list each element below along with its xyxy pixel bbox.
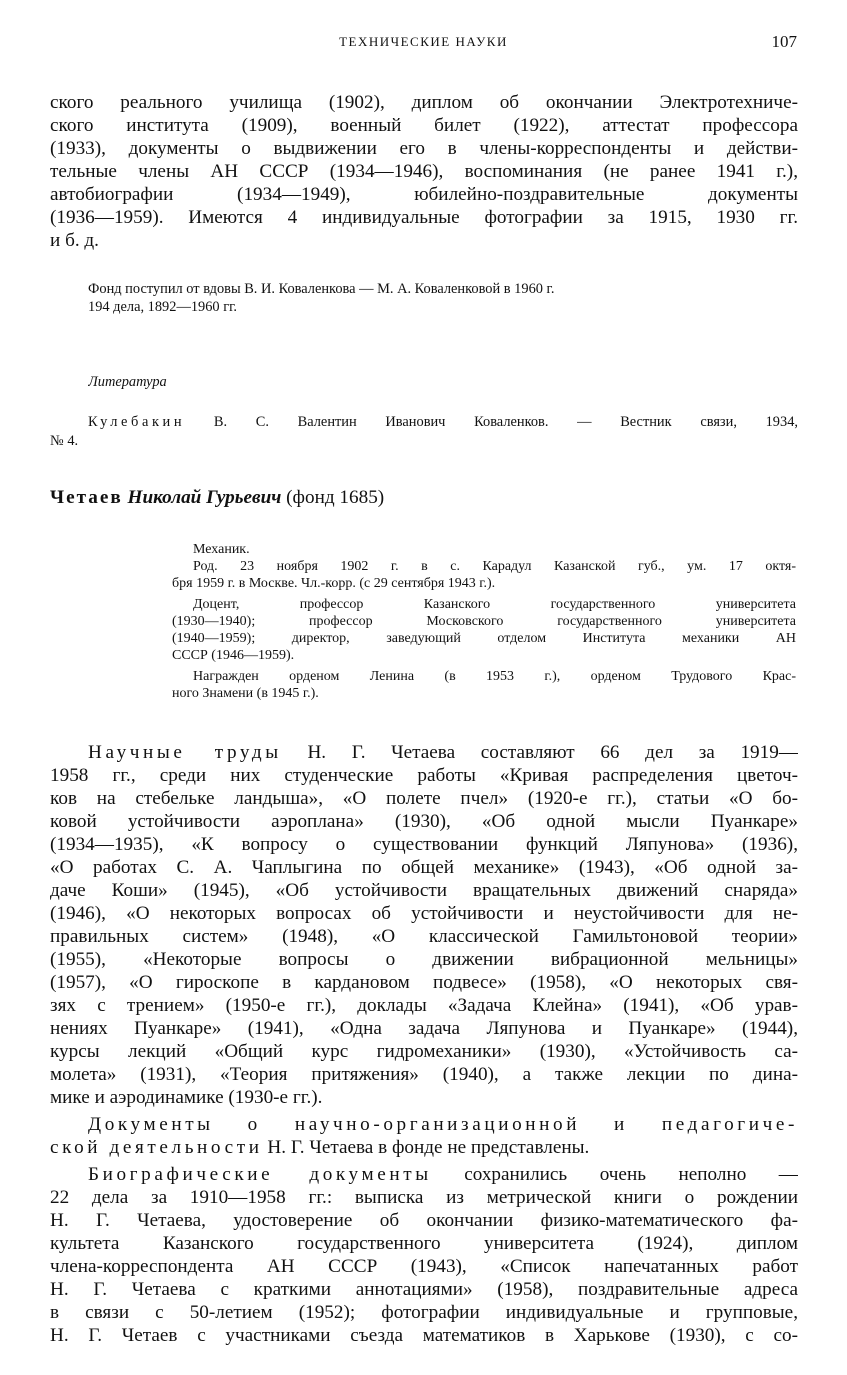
works-line — [88, 742, 798, 764]
works-first-line-rest: Н. Г. Четаева составляют 66 дел за 1919— — [307, 742, 798, 763]
bio-line: ного Знамени (в 1945 г.). — [172, 686, 319, 701]
org-rest: Н. Г. Четаева в фонде не представлены. — [267, 1137, 590, 1158]
literature-entry-line2: № 4. — [50, 433, 79, 449]
intro-line: (1936—1959). Имеются 4 индивидуальные фотографии за 1915, 1930 гг. — [50, 207, 798, 228]
works-line: даче Коши» (1945), «Об устойчивости вращательных движений снаряда» — [50, 880, 798, 901]
works-line: курсы лекций «Общий курс гидромеханики» (1930), «Устойчивость са- — [50, 1041, 798, 1062]
works-line: (1934—1935), «К вопросу о существовании функций Ляпунова» (1936), — [50, 834, 798, 855]
header-title: ТЕХНИЧЕСКИЕ НАУКИ — [339, 34, 508, 49]
person-fund: (фонд 1685) — [286, 487, 385, 508]
biodocs-line: члена-корреспондента АН СССР (1943), «Список напечатанных работ — [50, 1256, 798, 1277]
biodocs-line: культета Казанского государственного университета (1924), диплом — [50, 1233, 798, 1254]
literature-author: Кулебакин — [88, 414, 186, 430]
works-line: ков на стебельке ландыша», «О полете пчел» (1920-е гг.), статьи «О бо- — [50, 788, 798, 809]
biodocs-lead: Биографические документы — [88, 1164, 432, 1185]
works-line: (1946), «О некоторых вопросах об устойчивости и неустойчивости для не- — [50, 903, 798, 924]
intro-line: ского института (1909), военный билет (1922), аттестат профессора — [50, 115, 798, 136]
org-line — [50, 1137, 798, 1159]
running-header — [50, 34, 797, 56]
biodocs-line: 22 дела за 1910—1958 гг.: выписка из метрической книги о рождении — [50, 1187, 798, 1208]
person-surname: Четаев — [50, 487, 123, 508]
works-line: «О работах С. А. Чаплыгина по общей механике» (1943), «Об одной за- — [50, 857, 798, 878]
works-line: мике и аэродинамике (1930-е гг.). — [50, 1087, 323, 1108]
bio-line: Род. 23 ноября 1902 г. в с. Карадул Казанской губ., ум. 17 октя- — [193, 559, 796, 574]
bio-line: Доцент, профессор Казанского государственного университета — [193, 597, 796, 612]
fund-note-line: 194 дела, 1892—1960 гг. — [88, 299, 237, 315]
literature-heading: Литература — [88, 374, 167, 390]
bio-line: (1940—1959); директор, заведующий отделом Института механики АН — [172, 631, 796, 646]
intro-line: (1933), документы о выдвижении его в члены-корреспонденты и действи- — [50, 138, 798, 159]
person-heading — [50, 487, 798, 509]
works-lead: Научные труды — [88, 742, 282, 763]
biodocs-line: Н. Г. Четаева с краткими аннотациями» (1958), поздравительные адреса — [50, 1279, 798, 1300]
biodocs-line: в связи с 50-летием (1952); фотографии индивидуальные и групповые, — [50, 1302, 798, 1323]
intro-line: ского реального училища (1902), диплом об окончании Электротехниче- — [50, 92, 798, 113]
works-line: (1955), «Некоторые вопросы о движении вибрационной мельницы» — [50, 949, 798, 970]
literature-entry — [88, 414, 798, 431]
biodocs-first-line-rest: сохранились очень неполно — — [464, 1164, 798, 1185]
bio-line: Награжден орденом Ленина (в 1953 г.), орденом Трудового Крас- — [193, 669, 796, 684]
works-line: молета» (1931), «Теория притяжения» (1940), а также лекции по дина- — [50, 1064, 798, 1085]
person-given-names: Николай Гурьевич — [127, 487, 282, 508]
works-line: зях с трением» (1950-е гг.), доклады «Задача Клейна» (1941), «Об урав- — [50, 995, 798, 1016]
bio-line: бря 1959 г. в Москве. Чл.-корр. (с 29 сентября 1943 г.). — [172, 576, 496, 591]
works-line: нениях Пуанкаре» (1941), «Одна задача Ляпунова и Пуанкаре» (1944), — [50, 1018, 798, 1039]
works-line: правильных систем» (1948), «О классической Гамильтоновой теории» — [50, 926, 798, 947]
intro-line: и б. д. — [50, 230, 99, 251]
page-number: 107 — [771, 32, 797, 51]
works-line: 1958 гг., среди них студенческие работы «Кривая распределения цветоч- — [50, 765, 798, 786]
biodocs-line — [88, 1164, 798, 1186]
org-line: Документы о научно-организационной и педагогиче- — [88, 1114, 798, 1135]
works-line: ковой устойчивости аэроплана» (1930), «Об одной мысли Пуанкаре» — [50, 811, 798, 832]
org-spaced: ской деятельности — [50, 1137, 263, 1158]
intro-line: тельные члены АН СССР (1934—1946), воспоминания (не ранее 1941 г.), — [50, 161, 798, 182]
bio-line: Механик. — [193, 542, 250, 557]
literature-entry-rest: В. С. Валентин Иванович Коваленков. — Вестник связи, 1934, — [213, 414, 798, 430]
intro-line: автобиографии (1934—1949), юбилейно-поздравительные документы — [50, 184, 798, 205]
bio-line: СССР (1946—1959). — [172, 648, 295, 663]
works-line: (1957), «О гироскопе в кардановом подвесе» (1958), «О некоторых свя- — [50, 972, 798, 993]
biodocs-line: Н. Г. Четаев с участниками съезда математиков в Харькове (1930), с со- — [50, 1325, 798, 1346]
bio-line: (1930—1940); профессор Московского государственного университета — [172, 614, 796, 629]
fund-note-line: Фонд поступил от вдовы В. И. Коваленкова — М. А. Коваленковой в 1960 г. — [88, 281, 555, 297]
biodocs-line: Н. Г. Четаева, удостоверение об окончании физико-математического фа- — [50, 1210, 798, 1231]
